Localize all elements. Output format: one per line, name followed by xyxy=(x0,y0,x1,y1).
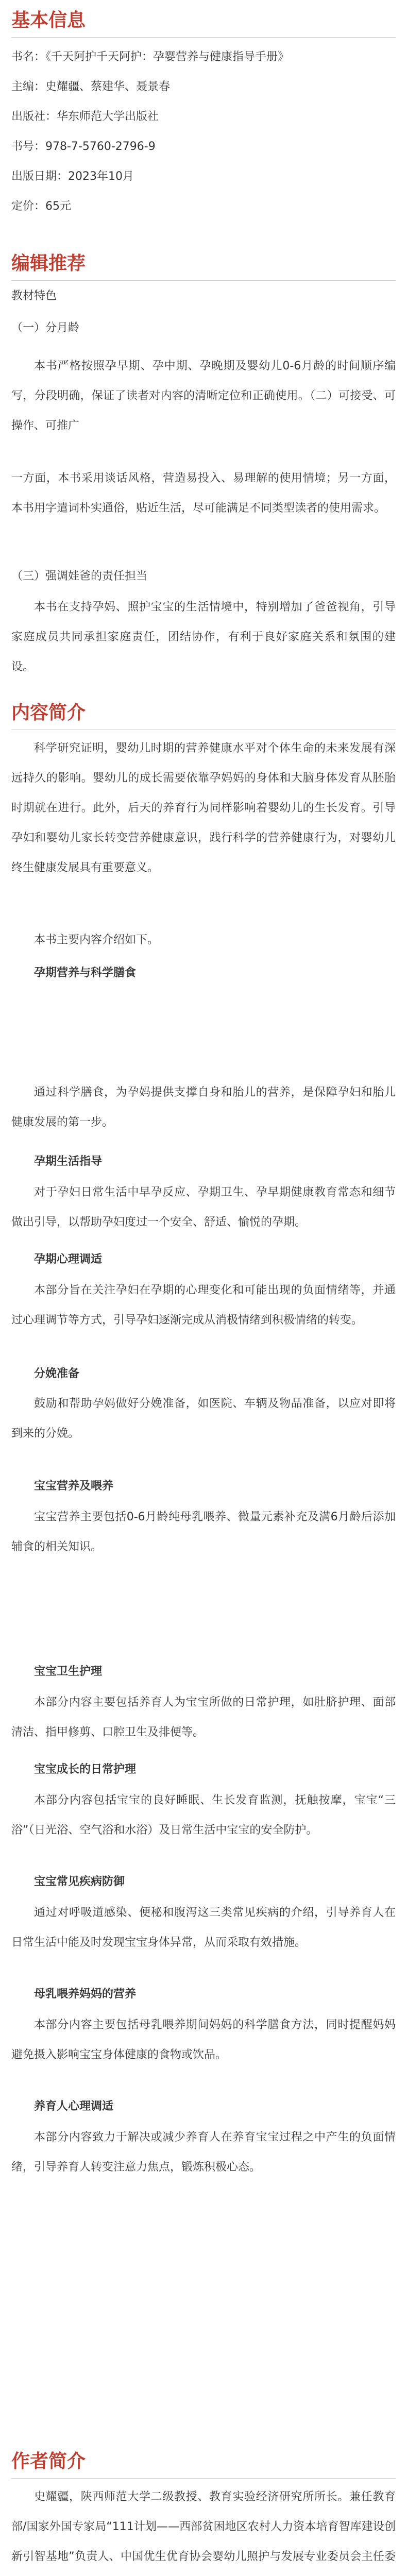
field-publisher: 出版社：华东师范大学出版社 xyxy=(11,110,159,123)
divider xyxy=(11,37,396,38)
summary-paragraph: 科学研究证明，婴幼儿时期的营养健康水平对个体生命的未来发展有深远持久的影响。婴幼儿的成长需要依靠孕妈妈的身体和大脑身体发育从胚胎时期就在进行。此外，后天的养育行为同样影响着婴幼儿的生长发育。引导孕妇和婴幼儿家长转变营养健康意识，践行科学的营养健康行为，对婴幼儿终生健康发展具有重要意义。 xyxy=(11,742,396,874)
summary-section-title: 宝宝成长的日常护理 xyxy=(34,1763,137,1776)
summary-section-title: 孕期生活指导 xyxy=(34,1155,103,1168)
summary-section-text: 鼓励和帮助孕妈做好分娩准备，如医院、车辆及物品准备，以应对即将到来的分娩。 xyxy=(11,1397,396,1440)
summary-section-title: 宝宝常见疾病防御 xyxy=(34,1875,125,1888)
editorial-paragraph: 本书严格按照孕早期、孕中期、孕晚期及婴幼儿0-6月龄的时间顺序编写，分段明确，保证了读者对内容的清晰定位和正确使用。（二）可接受、可操作、可推广 xyxy=(11,360,396,432)
summary-section-text: 本部分内容主要包括母乳喂养期间妈妈的科学膳食方法，同时提醒妈妈避免摄入影响宝宝身体健康的食物或饮品。 xyxy=(11,2019,396,2061)
summary-section-text: 本部分内容包括宝宝的良好睡眠、生长发育监测，抚触按摩，宝宝“三浴”（日光浴、空气浴和水浴）及日常生活中宝宝的安全防护。 xyxy=(11,1794,396,1837)
summary-paragraph: 本书主要内容介绍如下。 xyxy=(34,934,159,946)
summary-section-text: 对于孕妇日常生活中早孕反应、孕期卫生、孕早期健康教育常态和细节做出引导，以帮助孕妇度过一个安全、舒适、愉悦的孕期。 xyxy=(11,1186,396,1229)
summary-section-text: 本部分内容主要包括养育人为宝宝所做的日常护理，如肚脐护理、面部清洁、指甲修剪、口腔卫生及排便等。 xyxy=(11,1696,396,1739)
editorial-heading: 编辑推荐 xyxy=(11,253,86,274)
authors-heading: 作者简介 xyxy=(11,2451,86,2472)
summary-section-title: 宝宝卫生护理 xyxy=(34,1665,103,1678)
summary-section-title: 孕期营养与科学膳食 xyxy=(34,967,137,979)
section-title-3: （三）强调娃爸的责任担当 xyxy=(11,570,148,583)
summary-section-title: 母乳喂养妈妈的营养 xyxy=(34,1988,137,2001)
basic-info-heading: 基本信息 xyxy=(11,10,86,31)
summary-section-title: 分娩准备 xyxy=(34,1367,80,1380)
summary-section-text: 通过对呼吸道感染、便秘和腹泻这三类常见疾病的介绍，引导养育人在日常生活中能及时发现宝宝身体异常，从而采取有效措施。 xyxy=(11,1906,396,1949)
summary-heading: 内容简介 xyxy=(11,702,86,723)
divider xyxy=(11,280,396,281)
feature-label: 教材特色 xyxy=(11,290,57,302)
summary-section-text: 宝宝营养主要包括0-6月龄纯母乳喂养、微量元素补充及满6月龄后添加辅食的相关知识。 xyxy=(11,1511,396,1553)
summary-section-text: 本部分内容致力于解决或减少养育人在养育宝宝过程之中产生的负面情绪，引导养育人转变注意力焦点，锻炼积极心态。 xyxy=(11,2131,396,2174)
divider xyxy=(11,2478,396,2479)
summary-section-title: 孕期心理调适 xyxy=(34,1253,103,1266)
author-paragraph: 史耀疆，陕西师范大学二级教授、教育实验经济研究所所长。兼任教育部/国家外国专家局“111计划——西部贫困地区农村人力资本培育智库建设创新引智基地”负责人、中国优生优育协会婴幼儿照护与发展专业委员会主任委 xyxy=(11,2490,396,2563)
field-price: 定价：65元 xyxy=(11,200,71,213)
summary-section-text: 通过科学膳食，为孕妈提供支撑自身和胎儿的营养，是保障孕妇和胎儿健康发展的第一步。 xyxy=(11,1086,396,1129)
section-title-1: （一）分月龄 xyxy=(11,321,80,334)
field-date: 出版日期：2023年10月 xyxy=(11,170,134,183)
field-isbn: 书号：978-7-5760-2796-9 xyxy=(11,140,156,153)
editorial-paragraph: 本书在支持孕妈、照护宝宝的生活情境中，特别增加了爸爸视角，引导家庭成员共同承担家庭责任，团结协作，有利于良好家庭关系和氛围的建设。 xyxy=(11,601,396,673)
summary-section-text: 本部分旨在关注孕妇在孕期的心理变化和可能出现的负面情绪等，并通过心理调节等方式，引导孕妇逐渐完成从消极情绪到积极情绪的转变。 xyxy=(11,1284,396,1327)
editorial-paragraph: 一方面，本书采用谈话风格，营造易投入、易理解的使用情境；另一方面，本书用字遣词朴实通俗，贴近生活，尽可能满足不同类型读者的使用需求。 xyxy=(11,472,396,515)
field-title: 书名：《千天阿护千天阿护：孕婴营养与健康指导手册》 xyxy=(11,50,290,63)
summary-section-title: 宝宝营养及喂养 xyxy=(34,1480,114,1493)
summary-section-title: 养育人心理调适 xyxy=(34,2100,114,2113)
field-editors: 主编：史耀疆、蔡建华、聂景春 xyxy=(11,80,171,93)
